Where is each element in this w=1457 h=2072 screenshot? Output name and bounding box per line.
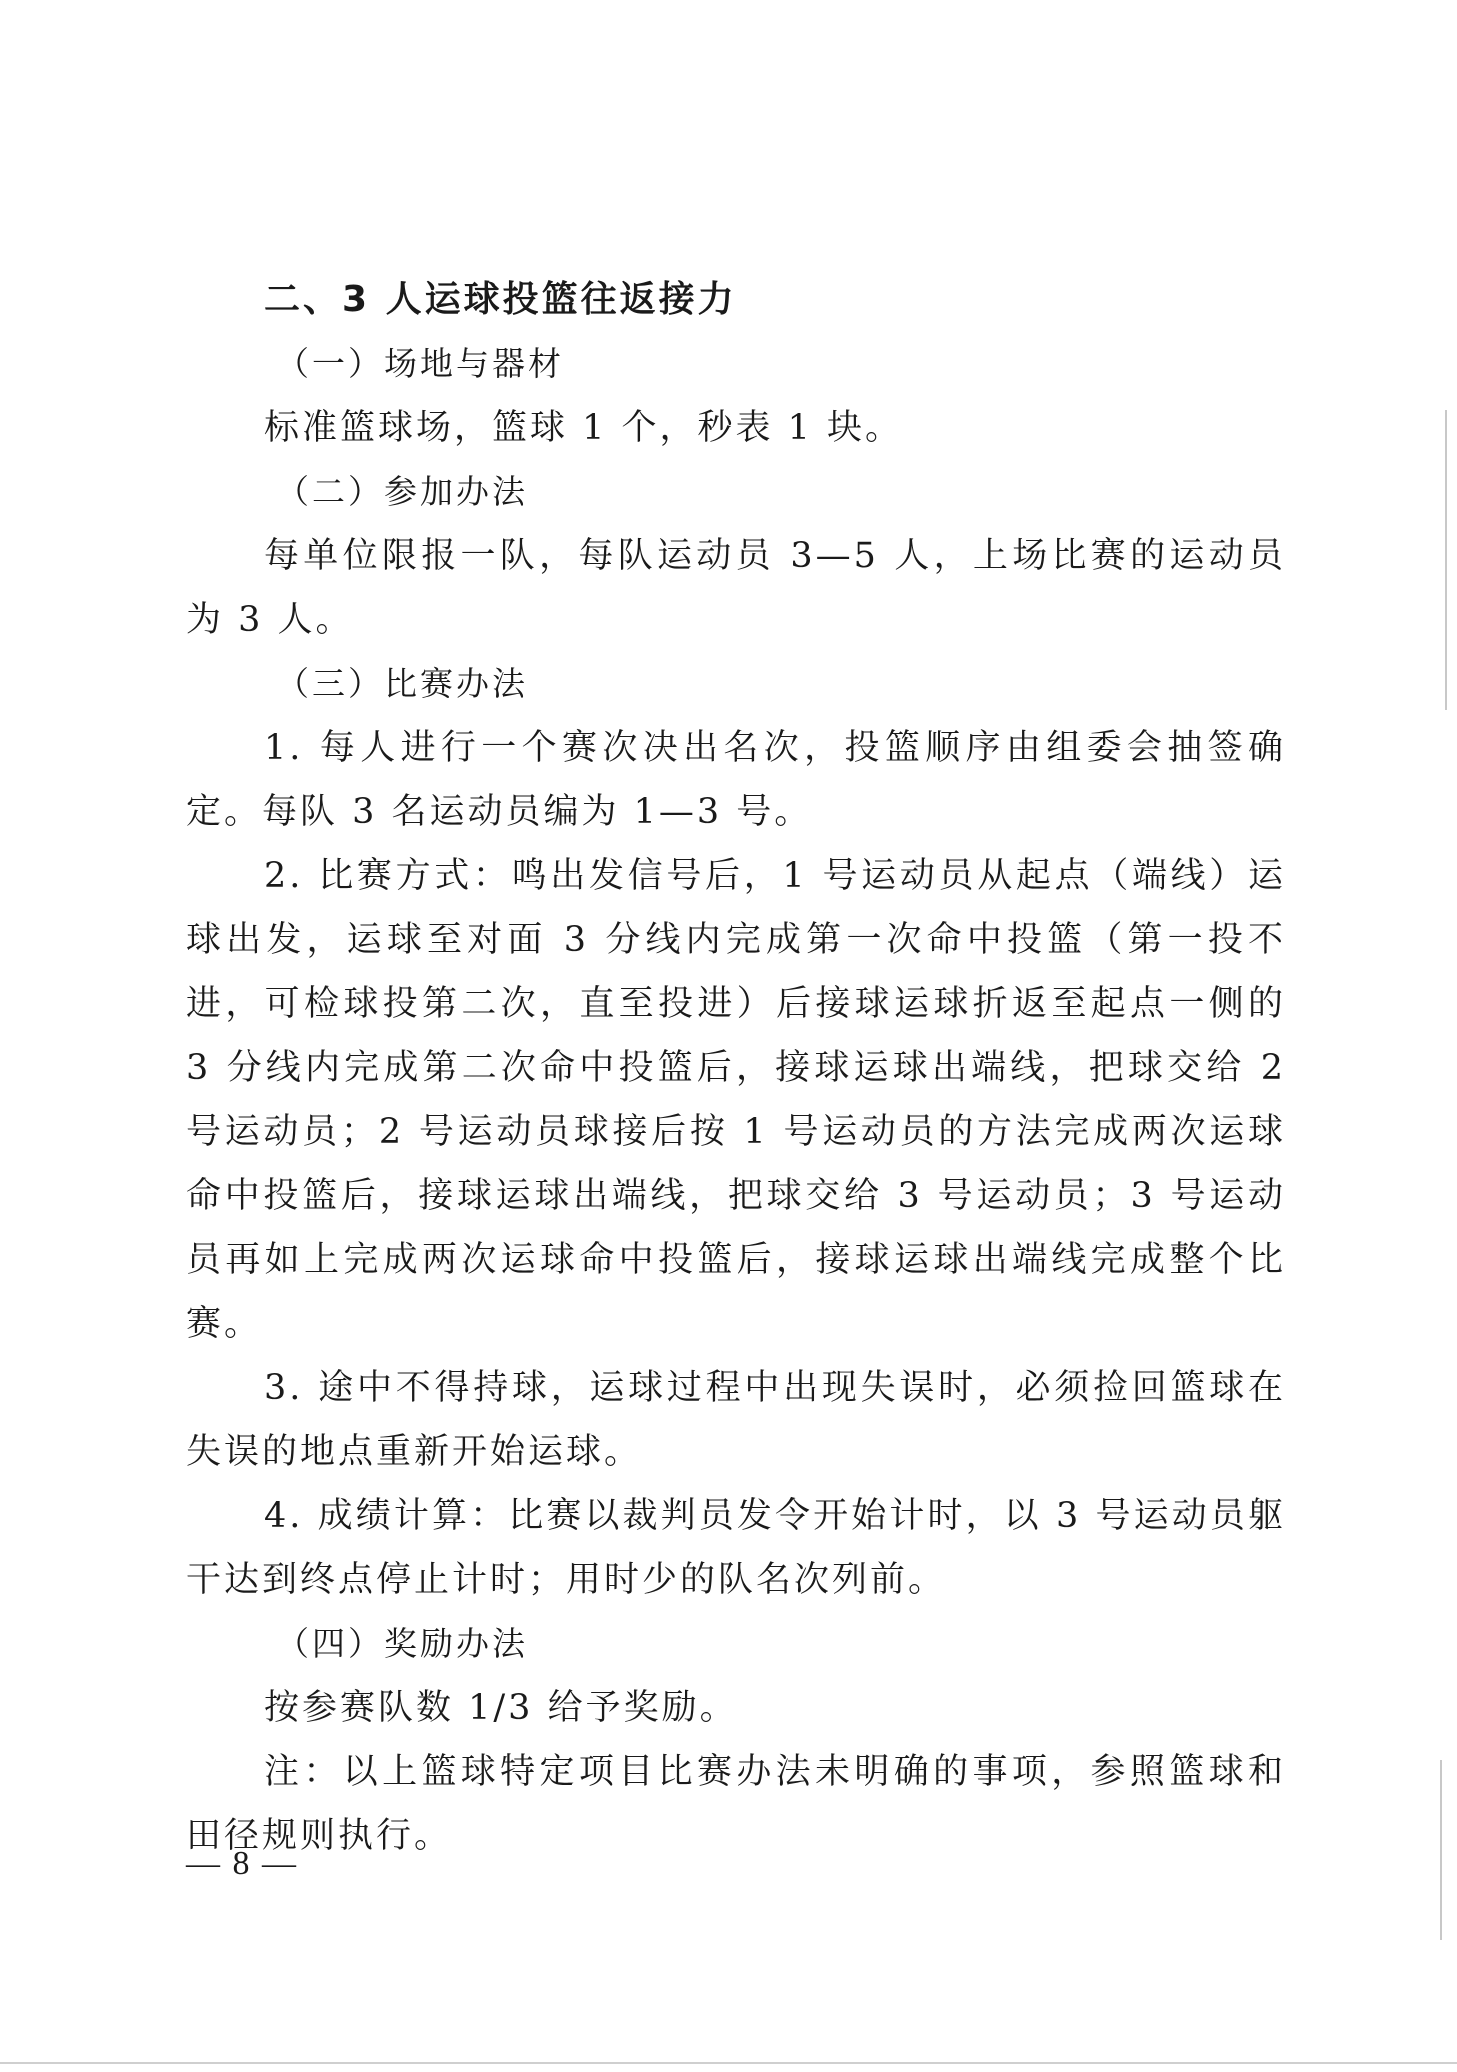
paragraph-rule-2: 2. 比赛方式：鸣出发信号后，1 号运动员从起点（端线）运球出发，运球至对面 3 分线内完成第一次命中投篮（第一投不进，可检球投第二次，直至投进）后接球运球折返至起点一侧的 3 分线内完成第二次命中投篮后，接球运球出端线，把球交给 2 号运动员；2 号运动员球接后按 1 号运动员的方法完成两次运球命中投篮后，接球运球出端线，把球交给 3 号运动员；3 号运动员再如上完成两次运球命中投篮后，接球运球出端线完成整个比赛。 xyxy=(186,856,1286,1344)
paragraph-rule-1: 1. 每人进行一个赛次决出名次，投篮顺序由组委会抽签确定。每队 3 名运动员编为 1—3 号。 xyxy=(186,728,1286,832)
paragraph-rule-3: 3. 途中不得持球，运球过程中出现失误时，必须捡回篮球在失误的地点重新开始运球。 xyxy=(186,1368,1286,1472)
page-number: — 8 — xyxy=(186,1845,298,1882)
paragraph-awards: 按参赛队数 1/3 给予奖励。 xyxy=(264,1688,738,1728)
subsection-heading-competition: （三）比赛办法 xyxy=(276,664,528,703)
paragraph-rule-4: 4. 成绩计算：比赛以裁判员发令开始计时，以 3 号运动员躯干达到终点停止计时；用时少的队名次列前。 xyxy=(186,1496,1286,1600)
scan-bottom-edge xyxy=(0,2062,1457,2064)
document-body xyxy=(186,268,1286,1868)
scan-edge-mark xyxy=(1440,1760,1442,1940)
subsection-heading-venue: （一）场地与器材 xyxy=(276,344,564,383)
subsection-heading-awards: （四）奖励办法 xyxy=(276,1624,528,1663)
paragraph-participation: 每单位限报一队，每队运动员 3—5 人，上场比赛的运动员为 3 人。 xyxy=(186,536,1286,640)
paragraph-venue: 标准篮球场，篮球 1 个，秒表 1 块。 xyxy=(264,408,904,448)
scan-edge-mark xyxy=(1445,410,1447,710)
subsection-heading-participation: （二）参加办法 xyxy=(276,472,528,511)
section-title: 二、3 人运球投篮往返接力 xyxy=(264,279,737,320)
paragraph-note: 注：以上篮球特定项目比赛办法未明确的事项，参照篮球和田径规则执行。 xyxy=(186,1752,1286,1856)
